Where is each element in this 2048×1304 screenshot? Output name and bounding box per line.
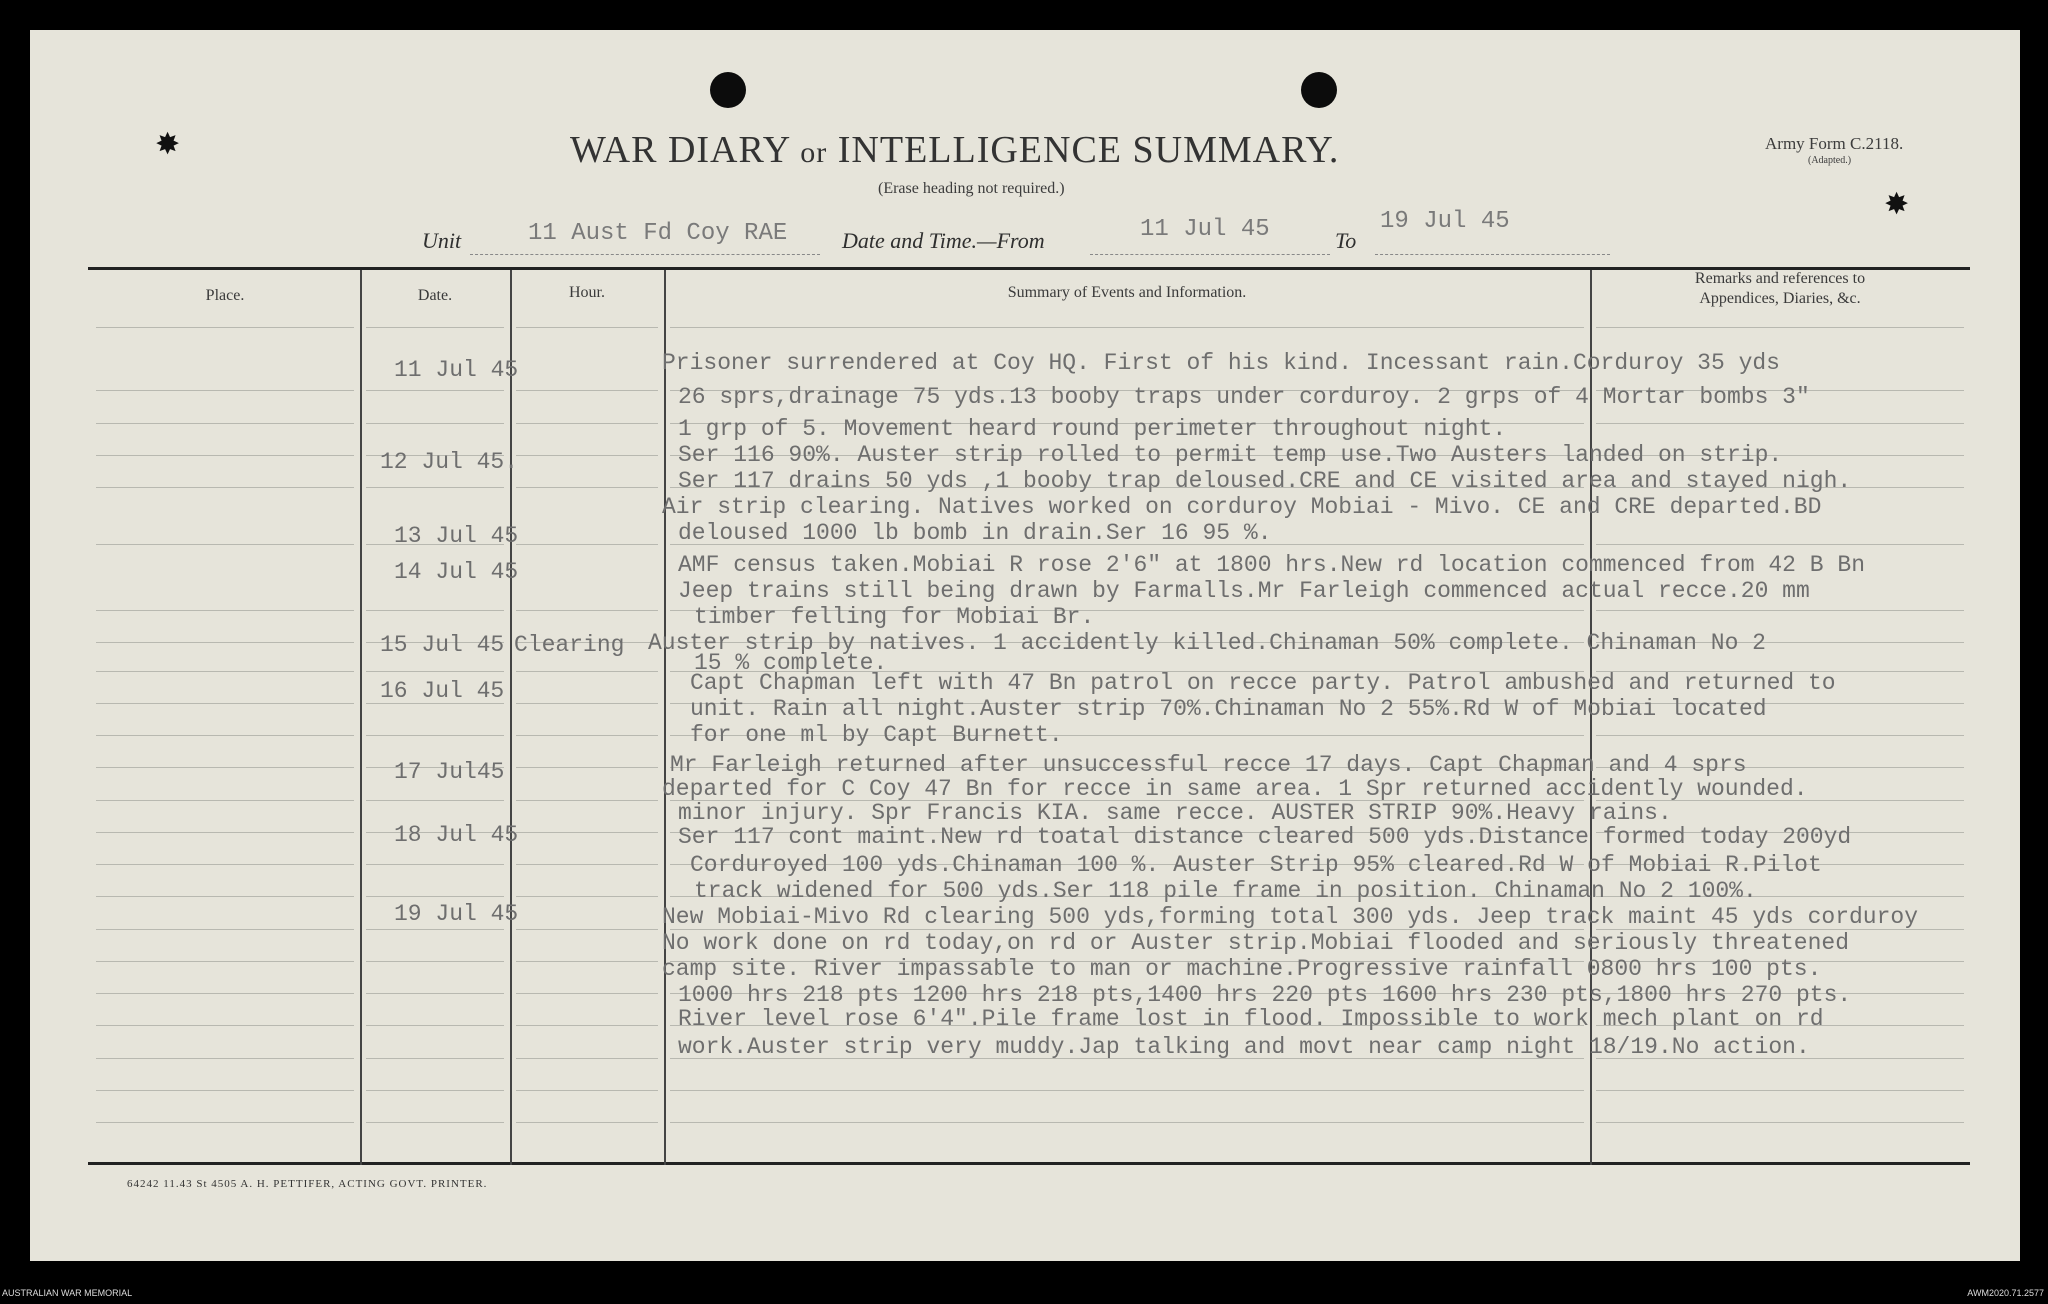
ruled-line [96,703,354,704]
ruled-line [516,544,658,545]
summary-line: Auster strip by natives. 1 accidently killed.Chinaman 50% complete. Chinaman No 2 [648,630,1766,656]
ruled-line [96,1058,354,1059]
summary-line: for one ml by Capt Burnett. [690,722,1063,748]
ruled-line [1596,610,1964,611]
ruled-line [1596,1090,1964,1091]
ruled-line [366,327,504,328]
ruled-line [96,767,354,768]
ruled-line [516,390,658,391]
ruled-line [366,896,504,897]
ruled-line [1596,423,1964,424]
ruled-line [670,1122,1584,1123]
ruled-line [516,455,658,456]
summary-line: Prisoner surrendered at Coy HQ. First of his kind. Incessant rain.Corduroy 35 yds [662,350,1780,376]
ruled-line [366,993,504,994]
ruled-line [670,1090,1584,1091]
ruled-line [516,327,658,328]
ruled-line [516,671,658,672]
ruled-line [516,487,658,488]
hour-note: Clearing [514,632,625,658]
ruled-line [516,800,658,801]
ruled-line [366,1025,504,1026]
col-header-place: Place. [205,287,245,304]
ruled-line [366,671,504,672]
summary-line: minor injury. Spr Francis KIA. same recce. AUSTER STRIP 90%.Heavy rains. [678,800,1672,826]
ruled-line [96,455,354,456]
unit-label: Unit [422,228,462,253]
ruled-line [1596,735,1964,736]
ruled-line [96,487,354,488]
ruled-line [366,735,504,736]
ruled-line [96,800,354,801]
archive-credit: AUSTRALIAN WAR MEMORIAL [2,1288,133,1298]
ruled-line [516,1122,658,1123]
ruled-line [516,1025,658,1026]
ruled-line [96,832,354,833]
ruled-line [96,642,354,643]
date-entry: 17 Jul45 [394,759,505,785]
ruled-line [516,703,658,704]
ruled-line [366,423,504,424]
ruled-line [516,735,658,736]
summary-line: deloused 1000 lb bomb in drain.Ser 16 95 %. [678,520,1272,546]
ruled-line [516,767,658,768]
ruled-line [516,1090,658,1091]
ruled-line [1596,544,1964,545]
ruled-line [96,735,354,736]
summary-line: 1000 hrs 218 pts 1200 hrs 218 pts,1400 hrs 220 pts 1600 hrs 230 pts,1800 hrs 270 pts. [678,982,1852,1008]
summary-line: Ser 117 cont maint.New rd toatal distance cleared 500 yds.Distance formed today 200yd [678,824,1852,850]
title-or: or [800,136,828,169]
summary-line: Ser 116 90%. Auster strip rolled to permit temp use.Two Austers landed on strip. [678,442,1783,468]
unit-underline [470,254,820,255]
torn-mark-right: ✸ [1884,187,1910,222]
form-title [570,128,1339,172]
ruled-line [96,544,354,545]
summary-line: Jeep trains still being drawn by Farmalls.Mr Farleigh commenced actual recce.20 mm [678,578,1810,604]
summary-line: work.Auster strip very muddy.Jap talking and movt near camp night 18/19.No action. [678,1034,1810,1060]
from-underline [1090,254,1330,255]
ruled-line [366,800,504,801]
printer-imprint: 64242 11.43 St 4505 A. H. PETTIFER, ACTING GOVT. PRINTER. [127,1178,488,1190]
ruled-line [96,961,354,962]
summary-line: New Mobiai-Mivo Rd clearing 500 yds,forming total 300 yds. Jeep track maint 45 yds corduroy [662,904,1919,930]
title-intelligence-summary: INTELLIGENCE SUMMARY. [837,129,1340,171]
ruled-line [516,929,658,930]
ruled-line [96,671,354,672]
ruled-line [1596,327,1964,328]
ruled-line [96,1025,354,1026]
date-entry: 16 Jul 45 [380,678,505,704]
unit-value: 11 Aust Fd Coy RAE [528,220,788,247]
summary-line: camp site. River impassable to man or machine.Progressive rainfall 0800 hrs 100 pts. [662,956,1822,982]
date-entry: 18 Jul 45 [394,822,519,848]
ruled-line [516,864,658,865]
ruled-line [96,610,354,611]
ruled-line [366,929,504,930]
ruled-line [96,896,354,897]
summary-line: Ser 117 drains 50 yds ,1 booby trap deloused.CRE and CE visited area and stayed nigh. [678,468,1852,494]
col-divider-place-date [360,270,362,1165]
ruled-line [366,864,504,865]
from-value: 11 Jul 45 [1140,216,1270,243]
summary-line: Mr Farleigh returned after unsuccessful recce 17 days. Capt Chapman and 4 sprs [670,752,1747,778]
date-entry: 11 Jul 45 [394,357,519,383]
summary-line: 26 sprs,drainage 75 yds.13 booby traps under corduroy. 2 grps of 4 Mortar bombs 3" [678,384,1810,410]
ruled-line [516,832,658,833]
col-header-hour: Hour. [569,284,605,301]
ruled-line [516,1058,658,1059]
summary-line: 1 grp of 5. Movement heard round perimeter throughout night. [678,416,1507,442]
ruled-line [366,610,504,611]
summary-line: No work done on rd today,on rd or Auster strip.Mobiai flooded and seriously threatened [662,930,1849,956]
col-divider-date-hour [510,270,512,1165]
ruled-line [366,390,504,391]
col-header-remarks-1: Remarks and references to [1694,270,1866,287]
torn-mark-left: ✸ [155,127,181,162]
col-header-summary: Summary of Events and Information. [1007,284,1247,301]
punch-hole-left [710,72,746,108]
summary-line: timber felling for Mobiai Br. [694,604,1095,630]
erase-heading-note: (Erase heading not required.) [878,180,1065,197]
ruled-line [96,929,354,930]
summary-line: AMF census taken.Mobiai R rose 2'6" at 1800 hrs.New rd location commenced from 42 B Bn [678,552,1865,578]
ruled-line [516,993,658,994]
army-form-adapted: (Adapted.) [1808,155,1852,166]
ruled-line [96,993,354,994]
ruled-line [96,423,354,424]
date-entry: 12 Jul 45. [380,449,519,475]
ruled-line [366,487,504,488]
col-header-remarks-2: Appendices, Diaries, &c. [1699,290,1861,307]
ruled-line [366,1058,504,1059]
summary-line: unit. Rain all night.Auster strip 70%.Chinaman No 2 55%.Rd W of Mobiai located [690,696,1767,722]
summary-line: Capt Chapman left with 47 Bn patrol on recce party. Patrol ambushed and returned to [690,670,1836,696]
col-divider-hour-summary [664,270,666,1165]
ruled-line [366,1090,504,1091]
to-label: To [1335,228,1357,253]
ruled-line [96,1122,354,1123]
date-entry: 14 Jul 45 [394,559,519,585]
summary-line: departed for C Coy 47 Bn for recce in same area. 1 Spr returned accidently wounded. [662,776,1808,802]
date-entry: 15 Jul 45 [380,632,505,658]
table-bottom-rule [88,1162,1970,1165]
ruled-line [96,390,354,391]
ruled-line [516,610,658,611]
date-from-label: Date and Time.—From [842,228,1045,253]
summary-line: 15 % complete. [694,650,888,676]
ruled-line [96,864,354,865]
summary-line: track widened for 500 yds.Ser 118 pile frame in position. Chinaman No 2 100%. [694,878,1757,904]
archive-reference: AWM2020.71.2577 [1967,1288,2044,1298]
army-form-number: Army Form C.2118. [1765,134,1904,153]
date-entry: 19 Jul 45 [394,901,519,927]
punch-hole-right [1301,72,1337,108]
ruled-line [96,1090,354,1091]
title-war-diary: WAR DIARY [570,129,790,171]
ruled-line [1596,1122,1964,1123]
summary-line: Air strip clearing. Natives worked on corduroy Mobiai - Mivo. CE and CRE departed.BD [662,494,1822,520]
ruled-line [96,327,354,328]
diary-page [30,30,2020,1261]
summary-line: Corduroyed 100 yds.Chinaman 100 %. Auster Strip 95% cleared.Rd W of Mobiai R.Pilot [690,852,1822,878]
ruled-line [670,327,1584,328]
date-entry: 13 Jul 45 [394,523,519,549]
ruled-line [366,961,504,962]
ruled-line [516,423,658,424]
ruled-line [366,1122,504,1123]
ruled-line [516,961,658,962]
col-header-date: Date. [417,287,453,304]
summary-line: River level rose 6'4".Pile frame lost in flood. Impossible to work mech plant on rd [678,1006,1824,1032]
ruled-line [516,896,658,897]
to-value: 19 Jul 45 [1380,208,1510,235]
to-underline [1375,254,1610,255]
